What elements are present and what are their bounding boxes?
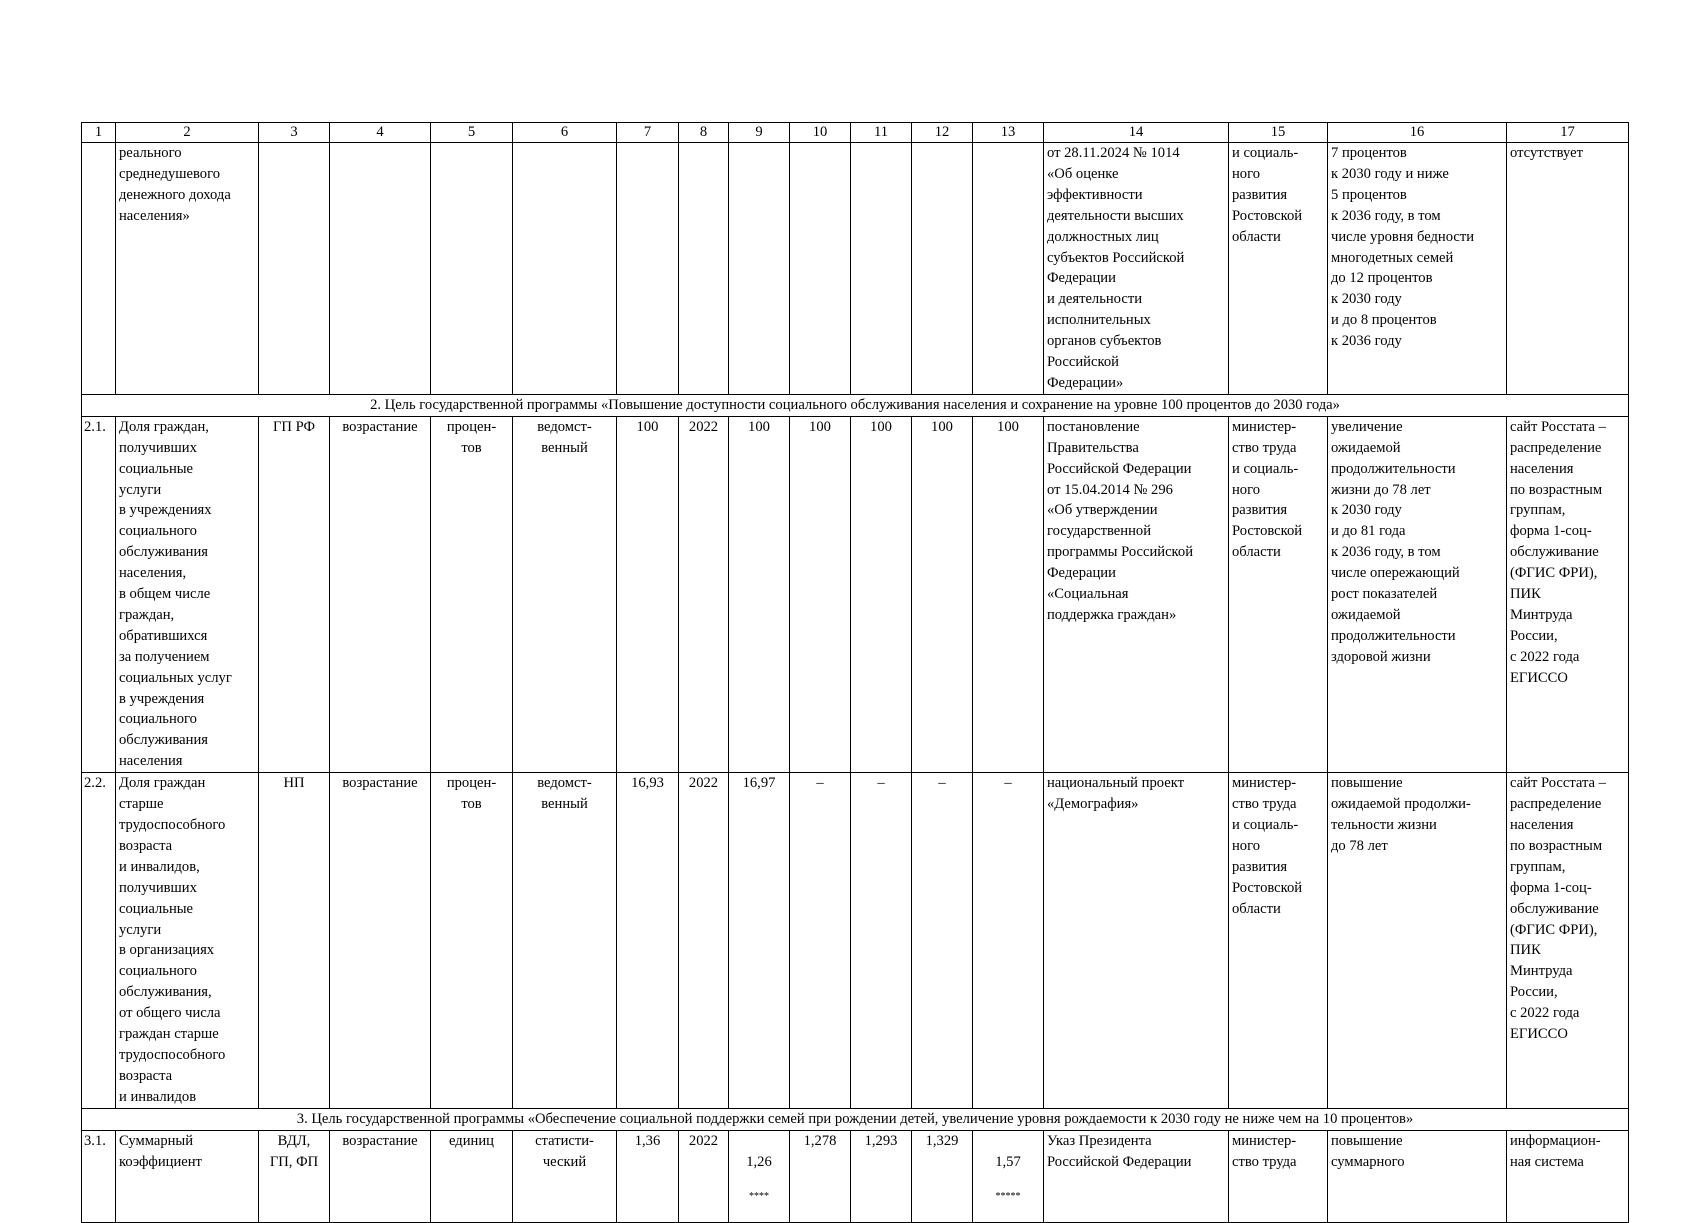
value-text: 1,57 [995, 1153, 1021, 1170]
cell-empty [851, 143, 912, 395]
col-number: 13 [973, 123, 1044, 143]
cell-empty [729, 143, 790, 395]
base-value: 100 [617, 416, 679, 772]
value-year: 100 [851, 416, 912, 772]
footnote-mark: ***** [995, 1191, 1021, 1203]
base-value: 16,93 [617, 773, 679, 1109]
info-system: информацион- ная система [1507, 1130, 1629, 1223]
cell-empty [513, 143, 617, 395]
indicator-name: Доля граждан старше трудоспособного возраста и инвалидов, получивших социальные услуги в организациях социального обслуживания, от общего числа граждан старше трудоспособного возраста и инвалидов [116, 773, 259, 1109]
col-number: 5 [431, 123, 513, 143]
col-number: 11 [851, 123, 912, 143]
value-year: 1,329 [912, 1130, 973, 1223]
indicator-trend: возрастание [330, 416, 431, 772]
responsible-body: министер- ство труда и социаль- ного развития Ростовской области [1229, 416, 1328, 772]
row-number: 2.1. [82, 416, 116, 772]
col-number: 9 [729, 123, 790, 143]
goal-row-2 [82, 394, 1629, 416]
indicator-level: ГП РФ [259, 416, 330, 772]
indicator-type: ведомст- венный [513, 773, 617, 1109]
national-goal-link: повышение ожидаемой продолжи- тельности жизни до 78 лет [1328, 773, 1507, 1109]
base-year: 2022 [679, 773, 729, 1109]
goal-heading: 3. Цель государственной программы «Обеспечение социальной поддержки семей при рождении детей, увеличение уровня рождаемости к 2030 году не ниже чем на 10 процентов» [82, 1108, 1629, 1130]
value-year: 100 [912, 416, 973, 772]
unit: единиц [431, 1130, 513, 1223]
value-year: – [851, 773, 912, 1109]
value-year: 100 [790, 416, 851, 772]
col-number: 17 [1507, 123, 1629, 143]
col-number: 4 [330, 123, 431, 143]
col-number: 10 [790, 123, 851, 143]
row-number: 3.1. [82, 1130, 116, 1223]
goal-row-3 [82, 1108, 1629, 1130]
col-number: 7 [617, 123, 679, 143]
responsible-body: и социаль- ного развития Ростовской области [1229, 143, 1328, 395]
col-number: 1 [82, 123, 116, 143]
unit: процен- тов [431, 416, 513, 772]
value-year: – [973, 773, 1044, 1109]
cell-empty [790, 143, 851, 395]
indicator-level: ВДЛ, ГП, ФП [259, 1130, 330, 1223]
document-reference: национальный проект «Демография» [1044, 773, 1229, 1109]
base-value: 1,36 [617, 1130, 679, 1223]
value-year [729, 1130, 790, 1223]
national-goal-link: повышение суммарного [1328, 1130, 1507, 1223]
goal-heading: 2. Цель государственной программы «Повышение доступности социального обслуживания населения и сохранение на уровне 100 процентов до 2030 года» [82, 394, 1629, 416]
value-year: 1,278 [790, 1130, 851, 1223]
indicator-type: статисти- ческий [513, 1130, 617, 1223]
info-system: сайт Росстата – распределение населения по возрастным группам, форма 1-соц- обслуживание (ФГИС ФРИ), ПИК Минтруда России, с 2022 года ЕГИССО [1507, 773, 1629, 1109]
cell-empty [973, 143, 1044, 395]
row-number [82, 143, 116, 395]
col-number: 8 [679, 123, 729, 143]
indicator-level: НП [259, 773, 330, 1109]
value-year: 16,97 [729, 773, 790, 1109]
value-year: – [790, 773, 851, 1109]
responsible-body: министер- ство труда и социаль- ного развития Ростовской области [1229, 773, 1328, 1109]
cell-empty [259, 143, 330, 395]
indicator-trend: возрастание [330, 1130, 431, 1223]
info-system: отсутствует [1507, 143, 1629, 395]
indicator-name: реального среднедушевого денежного дохода населения» [116, 143, 259, 395]
responsible-body: министер- ство труда [1229, 1130, 1328, 1223]
value-year [973, 1130, 1044, 1223]
document-reference: от 28.11.2024 № 1014 «Об оценке эффективности деятельности высших должностных лиц субъектов Российской Федерации и деятельности исполнительных органов субъектов Российской Федерации» [1044, 143, 1229, 395]
value-year: 100 [973, 416, 1044, 772]
cell-empty [431, 143, 513, 395]
national-goal-link: увеличение ожидаемой продолжительности жизни до 78 лет к 2030 году и до 81 года к 2036 году, в том числе опережающий рост показателей ожидаемой продолжительности здоровой жизни [1328, 416, 1507, 772]
col-number: 12 [912, 123, 973, 143]
cell-empty [679, 143, 729, 395]
col-number: 2 [116, 123, 259, 143]
col-number: 14 [1044, 123, 1229, 143]
value-text: 1,26 [746, 1153, 772, 1170]
base-year: 2022 [679, 1130, 729, 1223]
value-year: 1,293 [851, 1130, 912, 1223]
table-row [82, 773, 1629, 1109]
col-number: 6 [513, 123, 617, 143]
row-number: 2.2. [82, 773, 116, 1109]
table-row-continuation [82, 143, 1629, 395]
cell-empty [912, 143, 973, 395]
table-row [82, 416, 1629, 772]
col-number: 3 [259, 123, 330, 143]
document-reference: Указ Президента Российской Федерации [1044, 1130, 1229, 1223]
indicators-table [81, 122, 1629, 1223]
column-number-row [82, 123, 1629, 143]
col-number: 16 [1328, 123, 1507, 143]
footnote-mark: **** [749, 1191, 769, 1203]
indicator-type: ведомст- венный [513, 416, 617, 772]
national-goal-link: 7 процентов к 2030 году и ниже 5 процентов к 2036 году, в том числе уровня бедности многодетных семей до 12 процентов к 2030 году и до 8 процентов к 2036 году [1328, 143, 1507, 395]
base-year: 2022 [679, 416, 729, 772]
cell-empty [330, 143, 431, 395]
info-system: сайт Росстата – распределение населения по возрастным группам, форма 1-соц- обслуживание (ФГИС ФРИ), ПИК Минтруда России, с 2022 года ЕГИССО [1507, 416, 1629, 772]
indicator-name: Суммарный коэффициент [116, 1130, 259, 1223]
value-year: 100 [729, 416, 790, 772]
table-row [82, 1130, 1629, 1223]
indicator-trend: возрастание [330, 773, 431, 1109]
cell-empty [617, 143, 679, 395]
col-number: 15 [1229, 123, 1328, 143]
value-year: – [912, 773, 973, 1109]
unit: процен- тов [431, 773, 513, 1109]
document-reference: постановление Правительства Российской Федерации от 15.04.2014 № 296 «Об утверждении государственной программы Российской Федерации «Социальная поддержка граждан» [1044, 416, 1229, 772]
indicator-name: Доля граждан, получивших социальные услуги в учреждениях социального обслуживания населения, в общем числе граждан, обратившихся за получением социальных услуг в учреждения социального обслуживания населения [116, 416, 259, 772]
